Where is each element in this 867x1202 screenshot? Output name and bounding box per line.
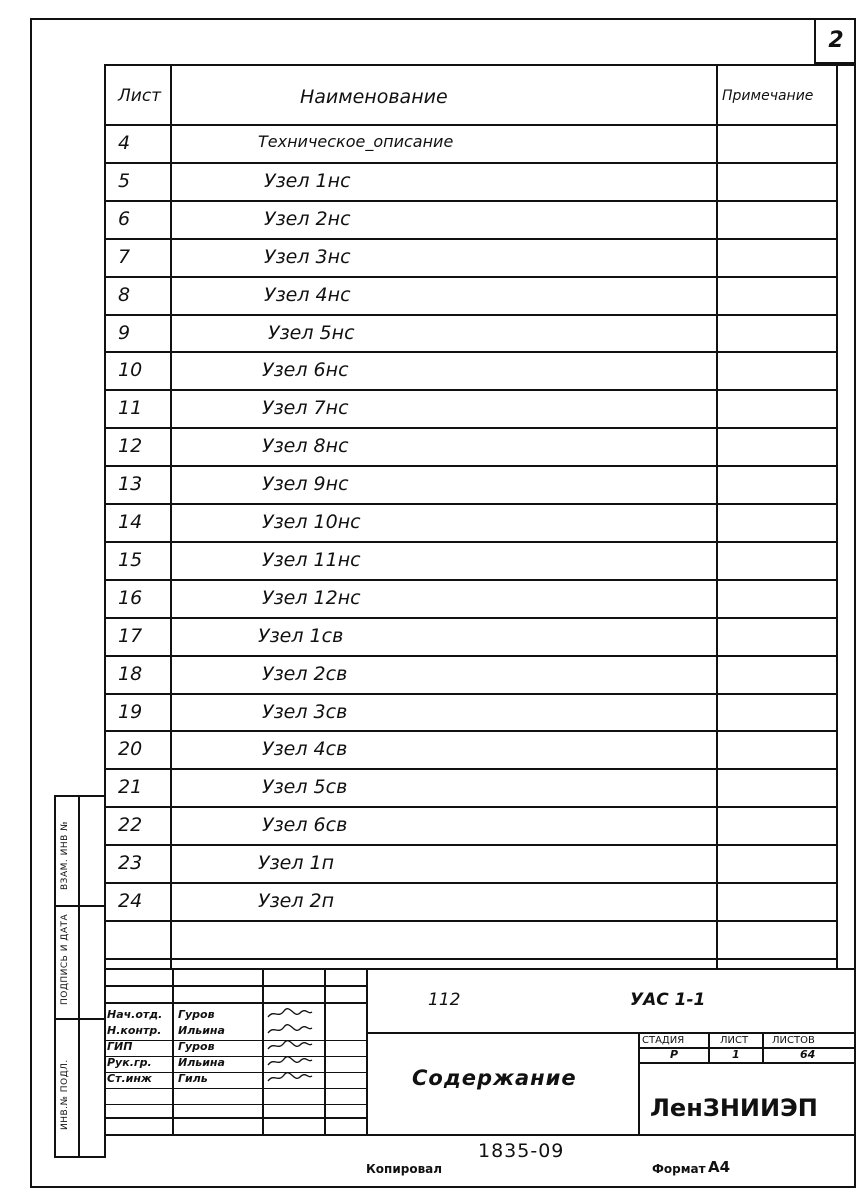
role-title: ГИП [107, 1040, 133, 1053]
row-separator [104, 200, 836, 202]
row-name: Узел 1св [258, 625, 344, 647]
row-separator [104, 579, 836, 581]
side-label-podpis-data: ПОДПИСЬ И ДАТА [60, 913, 70, 1005]
handwritten-signature [266, 1039, 314, 1053]
row-sheet-number: 10 [118, 359, 143, 381]
row-sheet-number: 15 [118, 549, 143, 571]
row-separator [104, 730, 836, 732]
row-separator [104, 389, 836, 391]
row-name: Узел 6св [262, 814, 348, 836]
role-title: Нач.отд. [107, 1008, 163, 1021]
row-sheet-number: 20 [118, 738, 143, 760]
row-name: Узел 5св [262, 776, 348, 798]
tb-line [172, 968, 174, 1134]
row-name: Узел 12нс [262, 587, 361, 609]
row-sheet-number: 22 [118, 814, 143, 836]
row-sheet-number: 14 [118, 511, 143, 533]
row-separator [104, 844, 836, 846]
role-person-name: Гуров [178, 1040, 215, 1053]
stage-value: Р [670, 1048, 679, 1061]
row-separator [104, 427, 836, 429]
row-name: Узел 1нс [264, 170, 351, 192]
role-person-name: Ильина [178, 1056, 225, 1069]
row-sheet-number: 5 [118, 170, 131, 192]
header-name: Наименование [300, 86, 448, 108]
row-sheet-number: 21 [118, 776, 143, 798]
tb-line [762, 1032, 764, 1062]
row-name: Узел 7нс [262, 397, 349, 419]
tb-line [262, 968, 264, 1134]
inner-frame [104, 64, 856, 1158]
row-name: Узел 8нс [262, 435, 349, 457]
tb-line [104, 1002, 366, 1004]
tb-line [366, 968, 368, 1134]
tb-line [104, 1104, 366, 1105]
row-sheet-number: 18 [118, 663, 143, 685]
side-label-inv-vzam: ВЗАМ. ИНВ № [60, 821, 70, 890]
row-separator [104, 465, 836, 467]
title-block-top [104, 968, 856, 970]
sheets-value: 64 [800, 1048, 816, 1061]
side-stamp-line [54, 795, 104, 797]
side-label-inv-podl: ИНВ.№ ПОДЛ. [60, 1059, 70, 1130]
role-title: Ст.инж [107, 1072, 152, 1085]
title-block-bottom [104, 1134, 856, 1136]
tb-line [708, 1032, 710, 1062]
tb-line [324, 968, 326, 1134]
sheets-label: ЛИСТОВ [772, 1035, 815, 1046]
sheet-number-box: 2 [814, 18, 856, 64]
row-separator [104, 162, 836, 164]
row-sheet-number: 8 [118, 284, 131, 306]
role-title: Н.контр. [107, 1024, 162, 1037]
row-separator [104, 768, 836, 770]
tb-line [638, 1062, 856, 1064]
row-sheet-number: 23 [118, 852, 143, 874]
column-separator [836, 64, 838, 968]
row-name: Узел 10нс [262, 511, 361, 533]
row-sheet-number: 4 [118, 132, 131, 154]
organization-name: ЛенЗНИИЭП [650, 1094, 818, 1122]
row-name: Техническое_описание [258, 132, 454, 151]
row-sheet-number: 16 [118, 587, 143, 609]
side-stamp-line [54, 1018, 104, 1020]
tb-line [366, 1032, 856, 1034]
row-separator [104, 920, 836, 922]
row-separator [104, 617, 836, 619]
row-sheet-number: 7 [118, 246, 131, 268]
row-sheet-number: 24 [118, 890, 143, 912]
row-separator [104, 958, 836, 960]
row-name: Узел 11нс [262, 549, 361, 571]
row-name: Узел 4нс [264, 284, 351, 306]
row-sheet-number: 12 [118, 435, 143, 457]
stage-label: СТАДИЯ [642, 1035, 685, 1046]
document-title: Содержание [412, 1066, 577, 1090]
side-stamp-border [78, 795, 80, 1158]
row-separator [104, 351, 836, 353]
row-separator [104, 655, 836, 657]
row-name: Узел 9нс [262, 473, 349, 495]
tb-line [104, 985, 366, 987]
header-separator [104, 124, 836, 126]
row-separator [104, 314, 836, 316]
role-person-name: Гиль [178, 1072, 208, 1085]
handwritten-signature [266, 1023, 314, 1037]
row-sheet-number: 6 [118, 208, 131, 230]
row-sheet-number: 9 [118, 322, 131, 344]
tb-line [104, 1088, 366, 1089]
header-sheet: Лист [118, 86, 162, 106]
row-name: Узел 1п [258, 852, 335, 874]
code-left: 112 [428, 990, 461, 1010]
row-name: Узел 2св [262, 663, 348, 685]
row-sheet-number: 13 [118, 473, 143, 495]
row-sheet-number: 17 [118, 625, 143, 647]
handwritten-signature [266, 1007, 314, 1021]
row-sheet-number: 11 [118, 397, 143, 419]
row-name: Узел 2нс [264, 208, 351, 230]
row-name: Узел 4св [262, 738, 348, 760]
row-name: Узел 2п [258, 890, 335, 912]
handwritten-signature [266, 1071, 314, 1085]
row-name: Узел 5нс [268, 322, 355, 344]
copied-number: 1835-09 [478, 1140, 565, 1162]
tb-line [104, 1117, 366, 1119]
row-separator [104, 806, 836, 808]
row-separator [104, 541, 836, 543]
side-stamp-line [54, 1156, 104, 1158]
role-person-name: Гуров [178, 1008, 215, 1021]
format-value: А4 [708, 1158, 731, 1176]
side-stamp-border [54, 795, 56, 1158]
row-separator [104, 238, 836, 240]
row-name: Узел 3нс [264, 246, 351, 268]
role-person-name: Ильина [178, 1024, 225, 1037]
row-separator [104, 276, 836, 278]
row-separator [104, 693, 836, 695]
row-name: Узел 6нс [262, 359, 349, 381]
role-title: Рук.гр. [107, 1056, 152, 1069]
row-separator [104, 503, 836, 505]
tb-line [104, 1040, 366, 1041]
sheet-label: ЛИСТ [720, 1035, 749, 1046]
row-separator [104, 882, 836, 884]
sheet-value: 1 [732, 1048, 740, 1061]
row-name: Узел 3св [262, 701, 348, 723]
handwritten-signature [266, 1055, 314, 1069]
copied-label: Копировал [366, 1162, 443, 1176]
code-right: УАС 1-1 [630, 990, 706, 1010]
row-sheet-number: 19 [118, 701, 143, 723]
side-stamp-line [54, 905, 104, 907]
header-note: Примечание [722, 88, 814, 104]
format-label: Формат [652, 1162, 706, 1176]
